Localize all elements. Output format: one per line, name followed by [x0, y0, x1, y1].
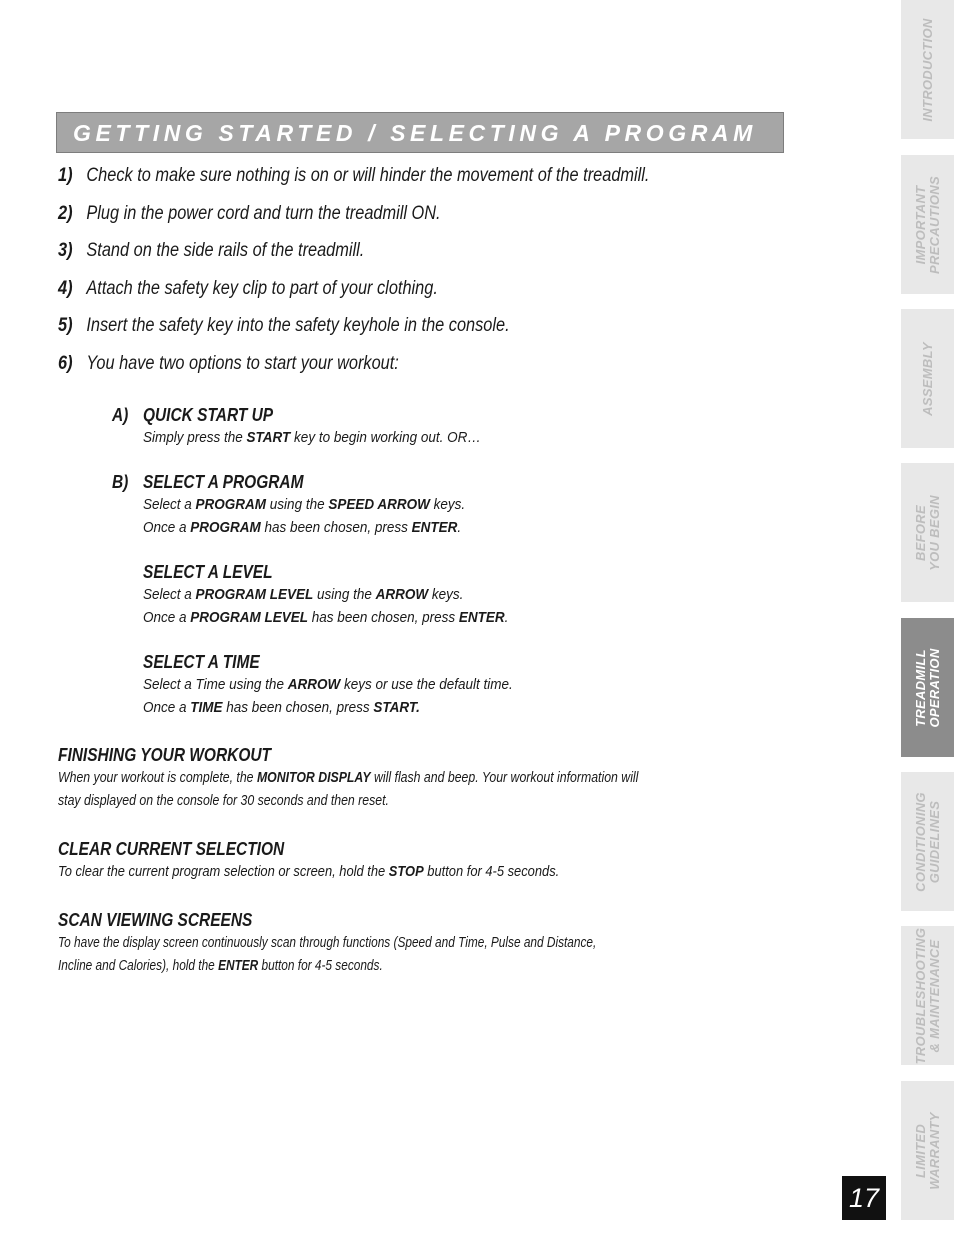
- scan-screens-section: [58, 910, 758, 977]
- section-heading: CLEAR CURRENT SELECTION: [58, 839, 285, 859]
- step-text: You have two options to start your workout:: [86, 352, 399, 374]
- finishing-section: [58, 745, 758, 812]
- option-title: SELECT A LEVEL: [143, 562, 273, 582]
- select-program-section: [112, 472, 712, 539]
- step-item: [58, 165, 677, 203]
- tab-treadmill-operation[interactable]: TREADMILL OPERATION: [901, 618, 954, 757]
- steps-list: [58, 165, 778, 390]
- option-title: SELECT A TIME: [143, 652, 260, 672]
- option-title: SELECT A PROGRAM: [142, 472, 304, 492]
- step-number: 6): [58, 352, 73, 374]
- select-time-section: [143, 652, 743, 719]
- step-item: [58, 315, 677, 353]
- step-text: Stand on the side rails of the treadmill.: [86, 240, 365, 261]
- option-letter: B): [112, 472, 129, 492]
- tab-troubleshooting-maintenance[interactable]: TROUBLESHOOTING & MAINTENANCE: [901, 926, 954, 1065]
- step-text: Check to make sure nothing is on or will hinder the movement of the treadmill.: [86, 165, 650, 186]
- step-text: Attach the safety key clip to part of your clothing.: [86, 277, 438, 299]
- step-number: 2): [58, 202, 73, 224]
- tab-before-you-begin[interactable]: BEFORE YOU BEGIN: [901, 463, 954, 602]
- clear-selection-section: [58, 839, 758, 883]
- step-number: 4): [58, 277, 73, 299]
- tab-assembly[interactable]: ASSEMBLY: [901, 309, 954, 448]
- section-heading: FINISHING YOUR WORKOUT: [58, 745, 271, 765]
- section-heading: SCAN VIEWING SCREENS: [58, 910, 253, 930]
- step-item: [58, 353, 677, 391]
- section-body: When your workout is complete, the MONITOR DISPLAY will flash and beep. Your workout information will stay displayed on the console for 30 seconds and then reset.: [58, 769, 639, 809]
- tab-conditioning-guidelines[interactable]: CONDITIONING GUIDELINES: [901, 772, 954, 911]
- step-text: Plug in the power cord and turn the treadmill ON.: [86, 202, 441, 224]
- option-title: QUICK START UP: [142, 405, 274, 425]
- section-body: To clear the current program selection or screen, hold the STOP button for 4-5 seconds.: [58, 863, 560, 880]
- tab-introduction[interactable]: INTRODUCTION: [901, 0, 954, 139]
- step-number: 3): [58, 240, 73, 261]
- tab-limited-warranty[interactable]: LIMITED WARRANTY: [901, 1081, 954, 1220]
- select-level-section: [143, 562, 743, 629]
- step-text: Insert the safety key into the safety keyhole in the console.: [86, 315, 510, 336]
- step-number: 1): [58, 165, 73, 186]
- option-description: Select a Time using the ARROW keys or use the default time. Once a TIME has been chosen, press START.: [143, 676, 513, 716]
- step-item: [58, 240, 677, 278]
- option-letter: A): [112, 405, 129, 425]
- section-title: GETTING STARTED / SELECTING A PROGRAM: [73, 120, 757, 146]
- option-description: Simply press the START key to begin working out. OR…: [143, 429, 481, 446]
- page-number: 17: [842, 1176, 886, 1220]
- quick-start-section: [112, 405, 712, 449]
- section-header: [56, 112, 784, 153]
- option-description: Select a PROGRAM LEVEL using the ARROW keys. Once a PROGRAM LEVEL has been chosen, press ENTER.: [143, 586, 509, 626]
- step-item: [58, 278, 677, 316]
- step-item: [58, 203, 677, 241]
- step-number: 5): [58, 315, 73, 336]
- tab-important-precautions[interactable]: IMPORTANT PRECAUTIONS: [901, 155, 954, 294]
- option-description: Select a PROGRAM using the SPEED ARROW keys. Once a PROGRAM has been chosen, press ENTER.: [143, 496, 466, 536]
- section-body: To have the display screen continuously scan through functions (Speed and Time, Pulse and Distance, Incline and Calories), hold the ENTER button for 4-5 seconds.: [58, 934, 597, 974]
